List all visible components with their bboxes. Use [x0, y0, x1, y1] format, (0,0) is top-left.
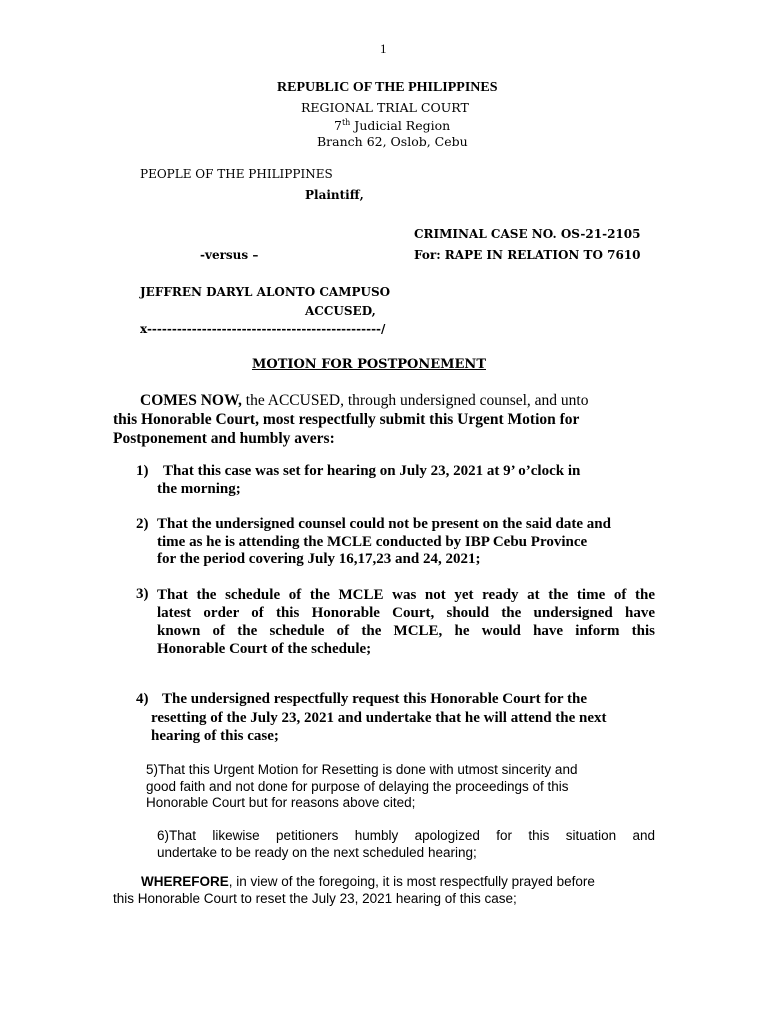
item-4-line-2: resetting of the July 23, 2021 and undertake that he will attend the next — [151, 710, 607, 726]
item-3-line-3: known of the schedule of the MCLE, he would have inform this — [157, 623, 655, 639]
item-6-number: 6) — [157, 828, 170, 843]
page-number: 1 — [380, 41, 387, 56]
intro-line-3: Postponement and humbly avers: — [113, 430, 335, 447]
case-charge: For: RAPE IN RELATION TO 7610 — [414, 248, 641, 262]
header-branch: Branch 62, Oslob, Cebu — [317, 134, 468, 149]
item-3-line-1: That the schedule of the MCLE was not yet ready at the time of the — [157, 587, 655, 603]
item-1-line-2: the morning; — [157, 481, 241, 497]
wherefore-line-1 — [141, 874, 595, 889]
caption-versus: -versus – — [200, 248, 259, 262]
item-2-line-2: time as he is attending the MCLE conducted by IBP Cebu Province — [157, 534, 588, 550]
intro-line-1-rest: the ACCUSED, through undersigned counsel, and unto — [241, 392, 589, 409]
item-3-line-2: latest order of this Honorable Court, should the undersigned have — [157, 605, 655, 621]
item-2-line-3: for the period covering July 16,17,23 and 24, 2021; — [157, 551, 481, 567]
case-number: CRIMINAL CASE NO. OS-21-2105 — [414, 227, 641, 241]
item-3-text — [157, 586, 655, 658]
header-court: REGIONAL TRIAL COURT — [301, 100, 469, 115]
item-3-line-4: Honorable Court of the schedule; — [157, 641, 372, 657]
item-5-line-1 — [146, 762, 577, 777]
caption-people: PEOPLE OF THE PHILIPPINES — [140, 167, 333, 181]
item-6-line-1-text: That likewise petitioners humbly apologized for this situation and — [169, 828, 655, 843]
wherefore-line-2: this Honorable Court to reset the July 23, 2021 hearing of this case; — [113, 891, 517, 906]
accused-label: ACCUSED, — [305, 304, 376, 318]
item-5-line-2: good faith and not done for purpose of delaying the proceedings of this — [146, 779, 569, 794]
intro-line-1 — [140, 392, 589, 410]
intro-lead: COMES NOW, — [140, 392, 242, 409]
item-5-line-1-text: That this Urgent Motion for Resetting is done with utmost sincerity and — [158, 762, 578, 777]
wherefore-lead: WHEREFORE — [141, 874, 229, 889]
header-republic: REPUBLIC OF THE PHILIPPINES — [277, 80, 498, 95]
motion-title: MOTION FOR POSTPONEMENT — [252, 357, 486, 372]
header-region — [334, 118, 450, 133]
item-2-number: 2) — [136, 516, 149, 532]
item-5-number: 5) — [146, 762, 159, 777]
wherefore-line-1-rest: , in view of the foregoing, it is most respectfully prayed before — [228, 874, 595, 889]
item-4-line-1: The undersigned respectfully request this Honorable Court for the — [162, 691, 588, 707]
caption-separator: x-----------------------------------------------/ — [140, 322, 386, 336]
intro-line-2: this Honorable Court, most respectfully submit this Urgent Motion for — [113, 411, 580, 428]
item-4-line-3: hearing of this case; — [151, 728, 279, 744]
accused-name: JEFFREN DARYL ALONTO CAMPUSO — [140, 285, 391, 299]
item-6-text — [157, 827, 655, 861]
item-2-line-1: That the undersigned counsel could not be present on the said date and — [157, 516, 611, 532]
item-1-number: 1) — [136, 463, 149, 479]
region-suffix: th — [341, 117, 351, 127]
item-1-line-1: That this case was set for hearing on July 23, 2021 at 9’ o’clock in — [163, 463, 581, 479]
caption-plaintiff: Plaintiff, — [305, 188, 364, 202]
item-3-number: 3) — [136, 586, 149, 602]
region-number: 7 — [334, 118, 342, 133]
item-6-line-1 — [157, 827, 655, 844]
region-text: Judicial Region — [350, 118, 451, 133]
item-5-line-3: Honorable Court but for reasons above cited; — [146, 795, 416, 810]
item-4-number: 4) — [136, 691, 149, 707]
item-6-line-2: undertake to be ready on the next scheduled hearing; — [157, 845, 477, 860]
